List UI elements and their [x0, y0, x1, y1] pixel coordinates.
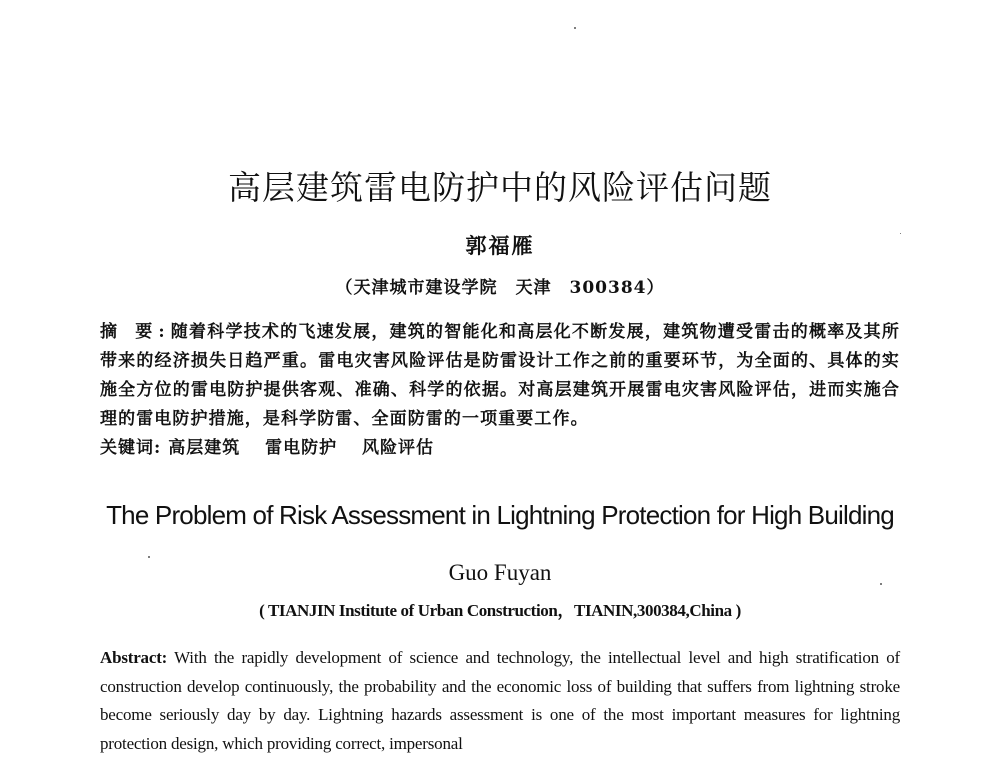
- english-title: The Problem of Risk Assessment in Lightning Protection for High Building: [106, 500, 894, 530]
- scan-speck: [148, 556, 150, 558]
- chinese-abstract: [100, 318, 900, 434]
- scan-speck: [900, 233, 901, 234]
- english-abstract: [100, 644, 900, 758]
- keyword-item: 雷电防护: [265, 438, 338, 458]
- keyword-item: 高层建筑: [168, 438, 241, 458]
- english-abstract-label: Abstract:: [100, 648, 168, 667]
- chinese-title: 高层建筑雷电防护中的风险评估问题: [228, 168, 772, 207]
- english-abstract-text: With the rapidly development of science and technology, the intellectual level and high stratification of construction develop continuously, the probability and the economic loss of building that suffers from lightning stroke become seriously day by day. Lightning hazards assessment is one of the most important measures for lightning protection design, which providing correct, impersonal: [100, 648, 900, 753]
- english-affiliation: ( TIANJIN Institute of Urban Construction，TIANIN,300384,China ): [259, 601, 741, 620]
- chinese-abstract-label: 摘 要:: [100, 322, 171, 342]
- english-author: Guo Fuyan: [448, 560, 552, 585]
- scan-speck: [574, 27, 576, 29]
- chinese-affiliation: （天津城市建设学院 天津 300384）: [335, 278, 665, 298]
- scan-speck: [880, 583, 882, 585]
- chinese-abstract-text: 随着科学技术的飞速发展，建筑的智能化和高层化不断发展，建筑物遭受雷击的概率及其所带来的经济损失日趋严重。雷电灾害风险评估是防雷设计工作之前的重要环节，为全面的、具体的实施全方位的雷电防护提供客观、准确、科学的依据。对高层建筑开展雷电灾害风险评估，进而实施合理的雷电防护措施，是科学防雷、全面防雷的一项重要工作。: [100, 322, 900, 429]
- chinese-author: 郭福雁: [465, 233, 535, 258]
- keyword-item: 风险评估: [362, 438, 435, 458]
- chinese-keywords: [100, 434, 900, 462]
- chinese-keywords-label: 关键词:: [100, 438, 162, 458]
